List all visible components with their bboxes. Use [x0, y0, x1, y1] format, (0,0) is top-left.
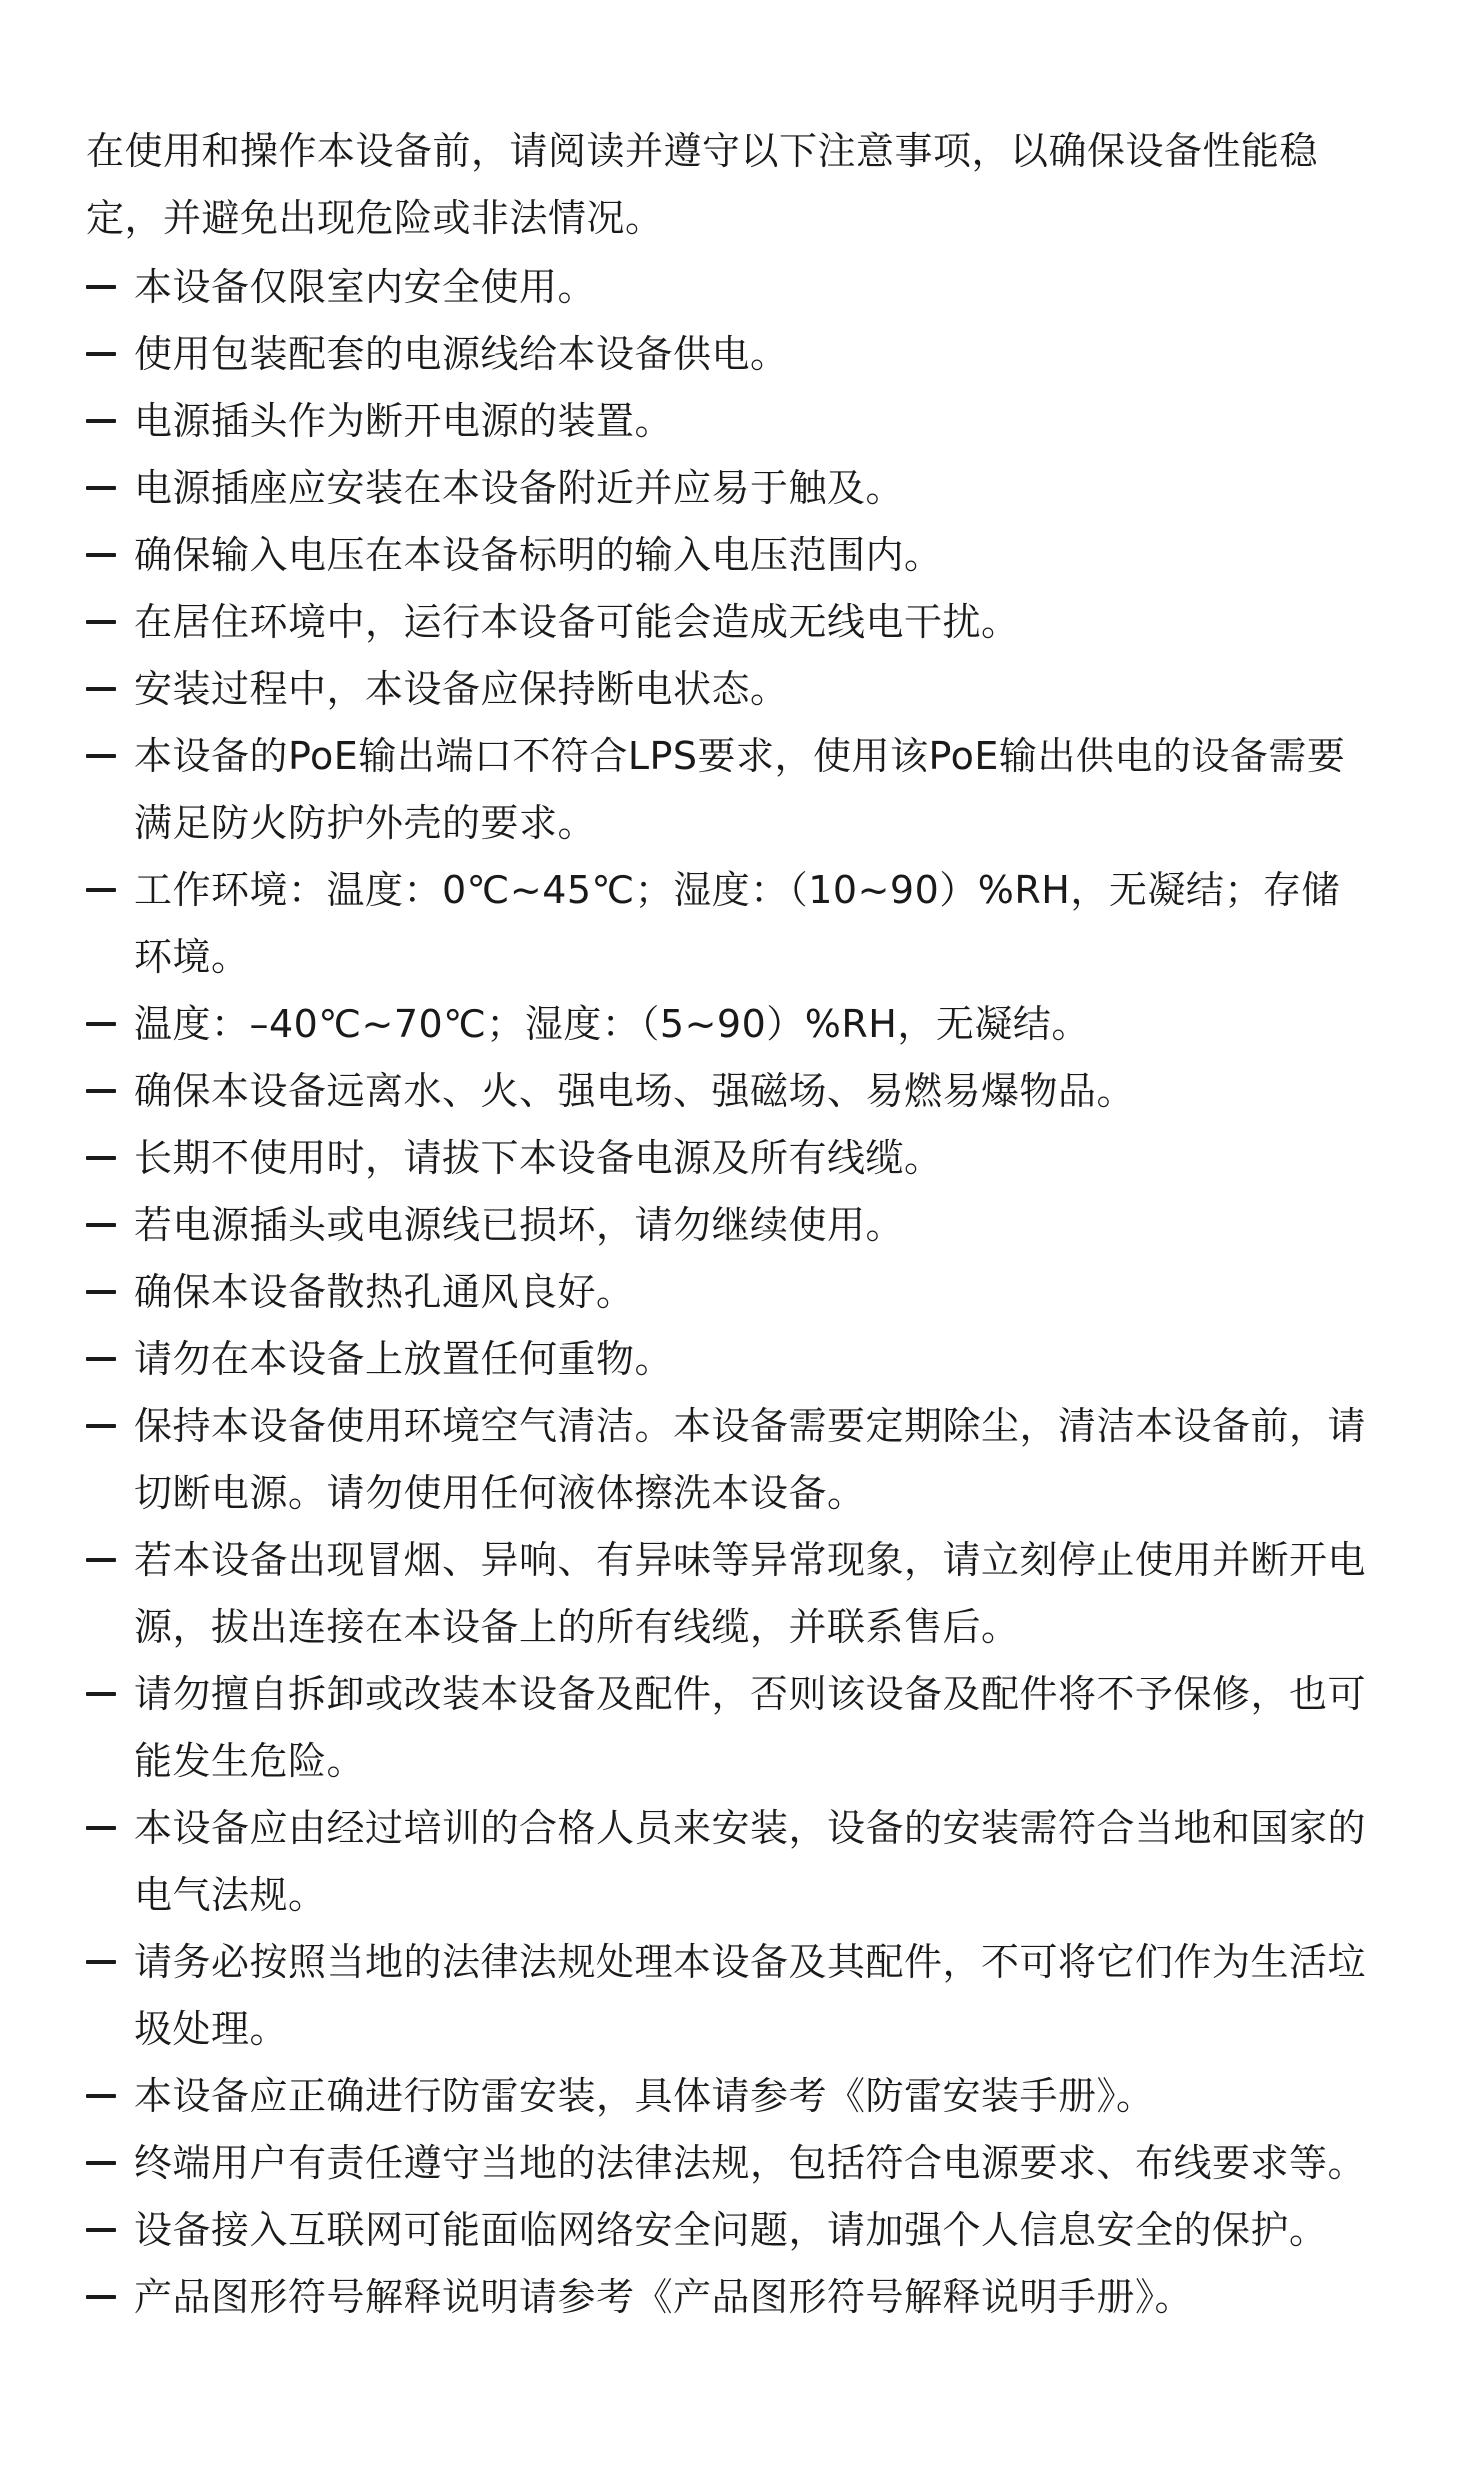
notice-item-text: 确保本设备远离水、火、强电场、强磁场、易燃易爆物品。	[134, 1069, 1136, 1113]
dash-bullet-icon	[86, 656, 134, 723]
notice-item-text: 确保本设备散热孔通风良好。	[134, 1270, 635, 1314]
notice-item-text: 终端用户有责任遵守当地的法律法规，包括符合电源要求、布线要求等。	[134, 2141, 1367, 2185]
dash-bullet-icon	[86, 1393, 134, 1460]
notice-item	[86, 2063, 1372, 2130]
notice-item	[86, 1058, 1372, 1125]
notice-item	[86, 1326, 1372, 1393]
notice-item	[86, 857, 1372, 991]
notice-item-text: 温度：–40℃~70℃；湿度：（5~90）%RH，无凝结。	[134, 1002, 1090, 1046]
notice-item-text: 产品图形符号解释说明请参考《产品图形符号解释说明手册》。	[134, 2275, 1194, 2319]
notice-item-text: 请务必按照当地的法律法规处理本设备及其配件，不可将它们作为生活垃圾处理。	[134, 1940, 1367, 2051]
notice-item-text: 使用包装配套的电源线给本设备供电。	[134, 332, 789, 376]
notice-item-text: 电源插头作为断开电源的装置。	[134, 399, 674, 443]
notice-item-text: 确保输入电压在本设备标明的输入电压范围内。	[134, 533, 943, 577]
notice-item-text: 保持本设备使用环境空气清洁。本设备需要定期除尘，清洁本设备前，请切断电源。请勿使用任何液体擦洗本设备。	[134, 1404, 1367, 1515]
notice-item-text: 电源插座应安装在本设备附近并应易于触及。	[134, 466, 905, 510]
notice-item	[86, 1192, 1372, 1259]
notice-item	[86, 1527, 1372, 1661]
dash-bullet-icon	[86, 1795, 134, 1862]
notice-item	[86, 991, 1372, 1058]
notice-item	[86, 1125, 1372, 1192]
dash-bullet-icon	[86, 388, 134, 455]
dash-bullet-icon	[86, 589, 134, 656]
dash-bullet-icon	[86, 1527, 134, 1594]
dash-bullet-icon	[86, 2130, 134, 2197]
notice-item-text: 本设备的PoE输出端口不符合LPS要求，使用该PoE输出供电的设备需要满足防火防护外壳的要求。	[134, 734, 1346, 845]
dash-bullet-icon	[86, 857, 134, 924]
notice-item-text: 长期不使用时，请拔下本设备电源及所有线缆。	[134, 1136, 943, 1180]
dash-bullet-icon	[86, 455, 134, 522]
notice-item-text: 若电源插头或电源线已损坏，请勿继续使用。	[134, 1203, 905, 1247]
dash-bullet-icon	[86, 1125, 134, 1192]
dash-bullet-icon	[86, 254, 134, 321]
dash-bullet-icon	[86, 1929, 134, 1996]
dash-bullet-icon	[86, 522, 134, 589]
notice-item-text: 本设备仅限室内安全使用。	[134, 265, 597, 309]
dash-bullet-icon	[86, 991, 134, 1058]
notice-item-text: 请勿在本设备上放置任何重物。	[134, 1337, 674, 1381]
dash-bullet-icon	[86, 2063, 134, 2130]
dash-bullet-icon	[86, 2197, 134, 2264]
dash-bullet-icon	[86, 1326, 134, 1393]
notice-item	[86, 455, 1372, 522]
notice-item	[86, 1929, 1372, 2063]
dash-bullet-icon	[86, 321, 134, 388]
intro-paragraph: 在使用和操作本设备前，请阅读并遵守以下注意事项，以确保设备性能稳定，并避免出现危险或非法情况。	[86, 129, 1319, 240]
notice-item-text: 本设备应正确进行防雷安装，具体请参考《防雷安装手册》。	[134, 2074, 1155, 2118]
notice-item	[86, 2264, 1372, 2331]
dash-bullet-icon	[86, 1259, 134, 1326]
notice-item-text: 本设备应由经过培训的合格人员来安装，设备的安装需符合当地和国家的电气法规。	[134, 1806, 1367, 1917]
notice-item-text: 工作环境：温度：0℃~45℃；湿度：（10~90）%RH，无凝结；存储环境。	[134, 868, 1340, 979]
notice-list	[86, 254, 1372, 2331]
notice-item	[86, 589, 1372, 656]
notice-item	[86, 2130, 1372, 2197]
notice-item-text: 安装过程中，本设备应保持断电状态。	[134, 667, 789, 711]
notice-item-text: 设备接入互联网可能面临网络安全问题，请加强个人信息安全的保护。	[134, 2208, 1328, 2252]
notice-item	[86, 656, 1372, 723]
notice-item	[86, 1259, 1372, 1326]
dash-bullet-icon	[86, 1192, 134, 1259]
notice-item	[86, 723, 1372, 857]
notice-item-text: 在居住环境中，运行本设备可能会造成无线电干扰。	[134, 600, 1020, 644]
notice-item	[86, 522, 1372, 589]
dash-bullet-icon	[86, 1661, 134, 1728]
notice-item	[86, 388, 1372, 455]
notice-item	[86, 2197, 1372, 2264]
notice-item	[86, 254, 1372, 321]
dash-bullet-icon	[86, 1058, 134, 1125]
notice-item	[86, 321, 1372, 388]
notice-item-text: 若本设备出现冒烟、异响、有异味等异常现象，请立刻停止使用并断开电源，拔出连接在本设备上的所有线缆，并联系售后。	[134, 1538, 1367, 1649]
dash-bullet-icon	[86, 2264, 134, 2331]
notice-item-text: 请勿擅自拆卸或改装本设备及配件，否则该设备及配件将不予保修，也可能发生危险。	[134, 1672, 1367, 1783]
notice-item	[86, 1393, 1372, 1527]
dash-bullet-icon	[86, 723, 134, 790]
notice-item	[86, 1795, 1372, 1929]
notice-item	[86, 1661, 1372, 1795]
